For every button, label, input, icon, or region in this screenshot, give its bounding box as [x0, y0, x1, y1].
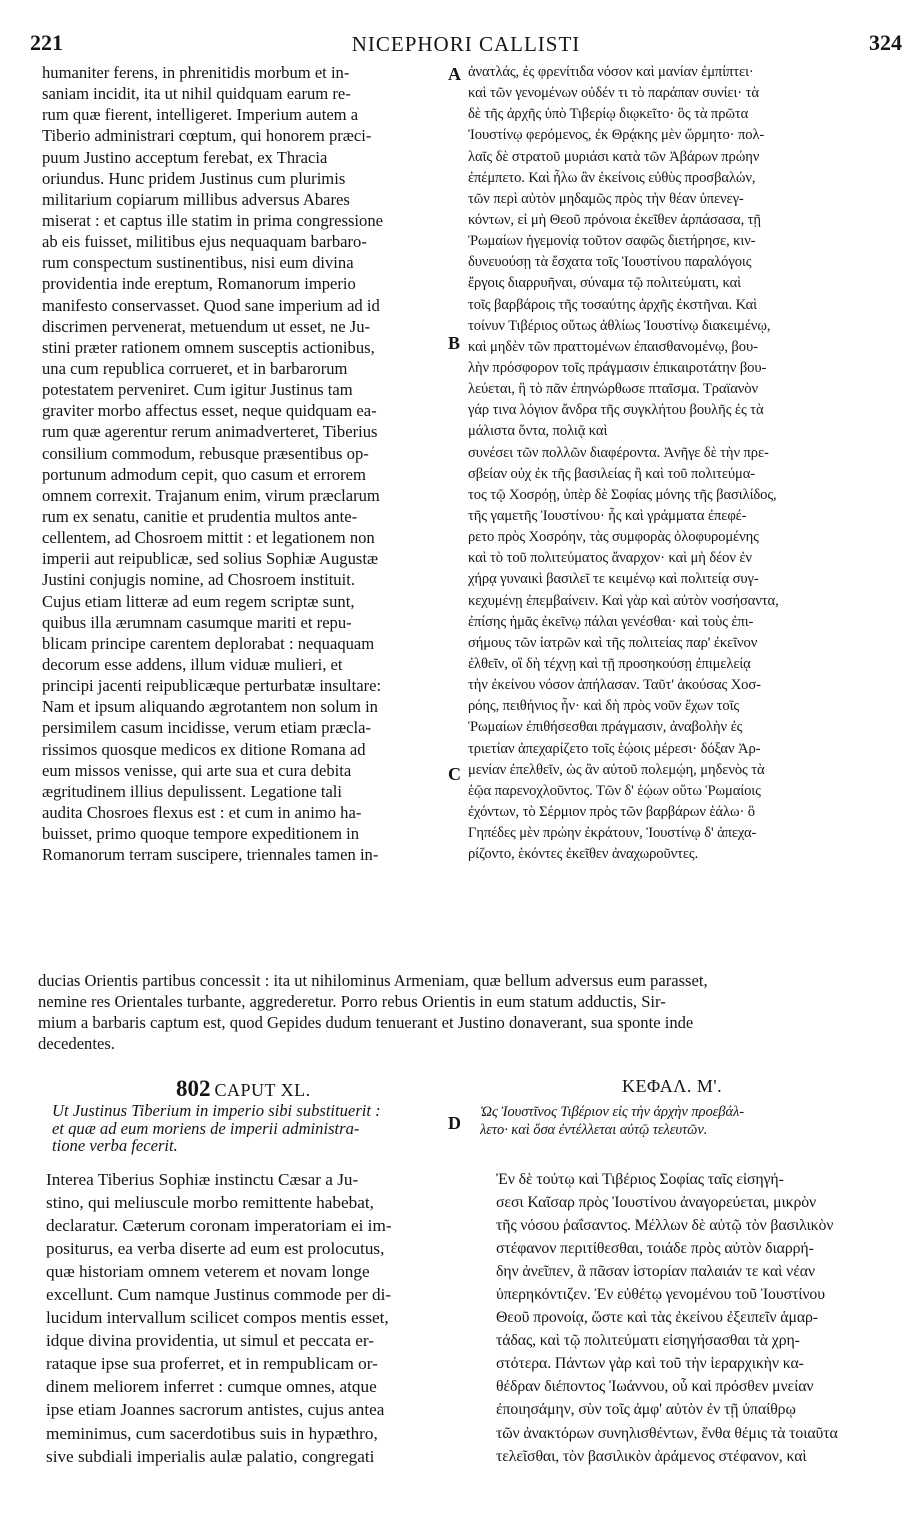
- text-line: rum quæ agerentur rerum animadverteret, Tiberius: [42, 422, 378, 442]
- text-line: Ἰουστίνῳ φερόμενος, ἐκ Θρᾴκης μὲν ὥρμητο· πολ-: [468, 127, 765, 144]
- text-line: ἐποιησάμην, σὺν τοῖς ἀμφ' αὐτὸν ἐν τῇ ὑπαίθρῳ: [496, 1401, 796, 1419]
- text-line: θέδραν διέποντος Ἰωάννου, οὗ καὶ πρόσθεν μνείαν: [496, 1378, 814, 1396]
- text-line: puum Justino acceptum ferebat, ex Thracia: [42, 147, 328, 167]
- text-line: λαῖς δὲ στρατοῦ μυριάσι κατὰ τῶν Ἀβάρων πρώην: [468, 148, 760, 165]
- text-line: χήρᾳ γυναικὶ βασιλεῖ τε κειμένῳ καὶ πολιτείᾳ συγ-: [468, 571, 759, 588]
- text-line: rum quæ fierent, intelligeret. Imperium autem a: [42, 105, 359, 125]
- text-line: συνέσει τῶν πολλῶν διαφέροντα. Ἀνῆγε δὲ τὴν πρε-: [468, 444, 769, 461]
- text-line: ἀνατλάς, ἐς φρενίτιδα νόσον καὶ μανίαν ἐμπίπτει·: [468, 64, 754, 80]
- text-line: eum missos venisse, qui arte sua et cura debita: [42, 760, 352, 780]
- text-line: στέφανον περιτίθεσθαι, τοιάδε πρὸς αὐτὸν διαρρή-: [496, 1240, 814, 1258]
- text-line: Ῥωμαίων ἐπιθήσεσθαι πράγμασιν, ἀναβολὴν ἐς: [468, 719, 743, 736]
- text-line: τος τῷ Χοσρόῃ, ὑπὲρ δὲ Σοφίας μόνης τῆς βασιλίδος,: [468, 486, 777, 503]
- text-line: τριετίαν ἀπεχαρίζετο τοῖς ἑῴοις μέρεσι· δόξαν Ἀρ-: [468, 740, 761, 757]
- text-line: providentia inde ereptum, Romanorum imperio: [42, 274, 356, 294]
- text-line: discrimen pervenerat, metuendum ut esset, ne Ju-: [42, 316, 371, 336]
- text-line: λεύεται, ἣ τὸ πᾶν ἐπηνώρθωσε πταῖσμα. Τραϊανὸν: [468, 381, 758, 398]
- text-line: graviter morbo affectus esset, neque quidquam ea-: [42, 401, 377, 421]
- text-line: rataque ipse sua proferret, et in rempublicam or-: [46, 1354, 378, 1374]
- text-line: manifesto conservasset. Quod sane imperium ad id: [42, 295, 380, 315]
- text-line: Interea Tiberius Sophiæ instinctu Cæsar a Ju-: [46, 1170, 359, 1189]
- text-line: excellunt. Cum namque Justinus commode per di-: [46, 1285, 392, 1305]
- page-number-right: 324: [869, 30, 902, 55]
- text-line: τὴν ἐκείνου νόσον ἀπήλασαν. Ταῦτ' ἀκούσας Χοσ-: [468, 677, 761, 694]
- full-width-paragraph: [38, 970, 888, 1055]
- summary-line: Ὡς Ἰουστῖνος Τιβέριον εἰς τὴν ἀρχὴν προεβάλ-: [480, 1104, 745, 1120]
- text-line: Ῥωμαίων ἡγεμονίᾳ τοῦτον σαφῶς διετήρησε, κιν-: [468, 233, 756, 250]
- text-line: κεχυμένῃ ἐπεμβαίνειν. Καὶ γὰρ καὶ αὐτὸν νοσήσαντα,: [468, 592, 779, 609]
- text-line: oriundus. Hunc pridem Justinus cum plurimis: [42, 168, 346, 188]
- text-line: καὶ τῶν γενομένων οὐδέν τι τὸ παράπαν συνίει· τὰ: [468, 85, 759, 102]
- chapter-heading-latin: [176, 1076, 396, 1104]
- text-line: τῆς νόσου ῥαΐσαντος. Μέλλων δὲ αὐτῷ τὸν βασιλικὸν: [496, 1217, 834, 1235]
- summary-line: tione verba fecerit.: [52, 1137, 178, 1155]
- running-title: NICEPHORI CALLISTI: [351, 32, 581, 56]
- chapter-summary-greek: [480, 1104, 884, 1139]
- text-line: ρετο πρὸς Χοσρόην, τὰς συμφορὰς ὀλοφυρομένης: [468, 529, 759, 546]
- text-line: idque divina providentia, ut simul et peccata er-: [46, 1331, 375, 1351]
- text-line: ρόης, πειθήνιος ἦν· καὶ δὴ πρὸς νοῦν ἔχων τοῖς: [468, 698, 740, 715]
- text-line: σεσι Καῖσαρ πρὸς Ἰουστίνου ἀναγορεύεται, μικρὸν: [496, 1194, 817, 1212]
- text-line: ducias Orientis partibus concessit : ita ut nihilominus Armeniam, quæ bellum adversus eum parasset,: [38, 971, 708, 990]
- text-line: sive subdiali imperialis aulæ palatio, congregati: [46, 1446, 375, 1466]
- text-line: quibus illa ærumnam casumque mariti et repu-: [42, 612, 352, 632]
- text-line: Cujus etiam litteræ ad eum regem scriptæ sunt,: [42, 591, 355, 611]
- text-line: τῶν περὶ αὐτὸν μηδαμῶς πρὸς τὴν θέαν ὑπενεγ-: [468, 190, 744, 207]
- text-line: ἐπίσης ἡμᾶς ἐκεῖνῳ πάλαι γενέσθαι· καὶ τοὺς ἐπι-: [468, 613, 754, 630]
- text-line: ἐλθεῖν, οἳ δὴ τέχνῃ καὶ τῇ προσηκούσῃ ἐπιμελείᾳ: [468, 655, 751, 672]
- text-line: κόντων, εἰ μὴ Θεοῦ πρόνοια ἐκεῖθεν ἁρπάσασα, τῇ: [468, 211, 761, 228]
- text-line: Justini conjugis nomine, ad Chosroem instituit.: [42, 570, 355, 590]
- margin-marker-c: C: [448, 764, 461, 784]
- text-line: buisset, primo quoque tempore expeditionem in: [42, 824, 360, 844]
- text-line: declaratur. Cæterum coronam imperatoriam ei im-: [46, 1216, 392, 1236]
- text-line: principi jacenti reipublicæque perturbatæ insultare:: [42, 676, 382, 696]
- text-line: stino, qui meliuscule morbo remittente habebat,: [46, 1193, 374, 1213]
- text-line: decedentes.: [38, 1034, 115, 1054]
- latin-column: [42, 62, 446, 865]
- text-line: τάδας, καὶ τῷ πολιτεύματι εἰσηγήσασθαι τὰ χρη-: [496, 1332, 800, 1350]
- text-line: ab eis fuisset, militibus ejus nequaquam barbaro-: [42, 232, 367, 252]
- margin-marker-a: A: [448, 64, 461, 84]
- text-line: καὶ τὸ τοῦ πολιτεύματος ἄναρχον· καὶ μὴ δέον ἐν: [468, 550, 752, 567]
- text-line: Romanorum terram suscipere, triennales tamen in-: [42, 845, 379, 865]
- text-line: Γηπέδες μὲν πρώην ἐκράτουν, Ἰουστίνῳ δ' ἀπεχα-: [468, 825, 757, 842]
- text-line: Nam et ipsum aliquando ægrotantem non solum in: [42, 697, 378, 717]
- text-line: quæ historiam omnem veterem et novam longe: [46, 1262, 370, 1282]
- text-line: Θεοῦ προνοίᾳ, ὥστε καὶ τὰς ἐκείνου ἐξειπεῖν ἁμαρ-: [496, 1309, 818, 1327]
- chapter-title-greek: ΚΕΦΑΛ. Μ'.: [622, 1076, 723, 1096]
- summary-line: et quæ ad eum moriens de imperii administra-: [52, 1119, 360, 1137]
- text-line: τῶν ἀνακτόρων συνηλισθέντων, ἔνθα θέμις τὰ τοιαῦτα: [496, 1424, 838, 1442]
- text-line: στότερα. Πάντων γὰρ καὶ τοῦ τὴν ἱεραρχικὴν κα-: [496, 1355, 804, 1373]
- text-line: τελεῖσθαι, τὸν βασιλικὸν ἀράμενος στέφανον, καὶ: [496, 1447, 807, 1465]
- text-line: consilium commodum, rebusque præsentibus op-: [42, 443, 369, 463]
- chapter-title-latin: CAPUT XL.: [214, 1080, 311, 1100]
- text-line: stini præter rationem omnem susceptis actionibus,: [42, 337, 375, 357]
- greek-column: [468, 62, 884, 865]
- text-line: σβείαν οὐχ ἐκ τῆς βασιλείας ἢ καὶ τοῦ πολιτεύμα-: [468, 465, 756, 482]
- chapter-summary-latin: [52, 1102, 452, 1155]
- text-line: humaniter ferens, in phrenitidis morbum et in-: [42, 63, 350, 82]
- text-line: meminimus, cum sacerdotibus suis in hypæthro,: [46, 1423, 378, 1443]
- text-line: blicam principe carentem deplorabat : nequaquam: [42, 633, 375, 653]
- text-line: ἐχόντων, τὸ Σέρμιον πρὸς τῶν βαρβάρων ἑάλω· ὃ: [468, 803, 755, 820]
- text-line: ἐπέμπετο. Καὶ ἦλω ἂν ἐκείνοις εὐθὺς προσβαλών,: [468, 169, 756, 186]
- text-line: δὲ τῆς ἀρχῆς ὑπὸ Τιβερίῳ διῳκεῖτο· ὃς τὰ πρῶτα: [468, 106, 749, 123]
- text-line: audita Chosroes flexus est : et cum in animo ha-: [42, 802, 362, 822]
- text-line: λὴν πρόσφορον τοῖς πράγμασιν ἐπικαιροτάτην βου-: [468, 359, 767, 376]
- text-line: portunum admodum cepit, quo casum et errorem: [42, 464, 366, 484]
- text-line: nemine res Orientales turbante, aggrederetur. Porro rebus Orientis in eum statum adductis, Sir-: [38, 992, 666, 1012]
- text-line: τῆς γαμετῆς Ἰουστίνου· ἧς καὶ γράμματα ἐπεφέ-: [468, 507, 747, 524]
- text-line: potestatem perveniret. Cum igitur Justinus tam: [42, 380, 353, 400]
- text-line: τοῖς βαρβάροις τῆς τοσαύτης ἀρχῆς ἐκστῆναι. Καὶ: [468, 296, 757, 313]
- text-line: δην ἀνεῖπεν, ἃ πᾶσαν ἱστορίαν παλαιάν τε καὶ νέαν: [496, 1263, 815, 1281]
- summary-line: Ut Justinus Tiberium in imperio sibi substituerit :: [52, 1102, 381, 1120]
- text-line: ὑπερηκόντιζεν. Ἐν εὐθέτῳ γενομένου τοῦ Ἰουστίνου: [496, 1286, 825, 1304]
- text-line: ἔργοις διαρρυῆναι, σύναμα τῷ πολιτεύματι, καὶ: [468, 275, 741, 292]
- text-line: ipse etiam Joannes sacrorum antistes, cujus antea: [46, 1400, 385, 1420]
- text-line: saniam incidit, ita ut nihil quidquam earum re-: [42, 84, 351, 104]
- text-line: una cum republica corrueret, et in barbarorum: [42, 358, 348, 378]
- text-line: καὶ μηδὲν τῶν πραττομένων ἐπαισθανομένῳ, βου-: [468, 338, 758, 355]
- text-line: persimilem casum incidisse, verum etiam præcla-: [42, 718, 372, 738]
- summary-line: λετο· καὶ ὅσα ἐντέλλεται αὐτῷ τελευτῶν.: [480, 1121, 708, 1138]
- text-line: ægritudinem illius depulissent. Legatione tali: [42, 781, 343, 801]
- margin-marker-b: B: [448, 333, 461, 353]
- text-line: rissimos quosque medicos ex ditione Romana ad: [42, 739, 366, 759]
- greek-column-chapter: [496, 1168, 886, 1468]
- text-line: decorum esse addens, illum viduæ mulieri, et: [42, 654, 343, 674]
- text-line: Tiberio administrari cœptum, qui honorem præci-: [42, 126, 372, 146]
- text-line: rum ex senatu, canitie et prudentia multos ante-: [42, 506, 358, 526]
- text-line: imperii aut reipublicæ, sed solius Sophiæ Augustæ: [42, 549, 379, 569]
- text-line: ἑῷα παρενοχλοῦντος. Τῶν δ' ἑῴων οὕτω Ῥωμαίοις: [468, 782, 761, 799]
- text-line: σήμους τῶν ἰατρῶν καὶ τῆς πολιτείας παρ' ἐκεῖνον: [468, 634, 758, 651]
- text-line: γάρ τινα λόγιον ἄνδρα τῆς συγκλήτου βουλῆς ἐς τὰ: [468, 402, 764, 419]
- text-line: τοίνυν Τιβέριος οὕτως ἀθλίως Ἰουστίνῳ διακειμένῳ,: [468, 317, 771, 334]
- latin-column-chapter: [40, 1168, 448, 1468]
- text-line: mium a barbaris captum est, quod Gepides dudum tenuerant et Justino donaverant, sua sponte inde: [38, 1013, 694, 1033]
- text-line: μενίαν ἐπελθεῖν, ὡς ἂν αὐτοῦ πολεμῴη, μηδενὸς τὰ: [468, 761, 765, 778]
- text-line: miserat : et captus ille statim in prima congressione: [42, 210, 384, 230]
- text-line: cellentem, ad Chosroem mittit : et legationem non: [42, 528, 375, 548]
- text-line: lucidum intervallum scilicet compos mentis esset,: [46, 1308, 389, 1328]
- margin-marker-d: D: [448, 1113, 461, 1133]
- text-line: δυνευούσῃ τὰ ἔσχατα τοῖς Ἰουστίνου παραλόγοις: [468, 254, 752, 271]
- running-header: [30, 30, 902, 58]
- text-line: ρίζοντο, ἑκόντες ἐκεῖθεν ἀναχωροῦντες.: [468, 846, 699, 863]
- text-line: militarium copiarum millibus adversus Abares: [42, 189, 350, 209]
- text-line: omnem correxit. Trajanum enim, virum præclarum: [42, 485, 380, 505]
- text-line: rum conspectum sustinentibus, nisi eum divina: [42, 253, 354, 273]
- chapter-number: 802: [176, 1076, 211, 1101]
- text-line: Ἐν δὲ τούτῳ καὶ Τιβέριος Σοφίας ταῖς εἰσηγή-: [496, 1171, 784, 1188]
- page-number-left: 221: [30, 30, 63, 55]
- text-line: dinem meliorem inferret : cumque omnes, atque: [46, 1377, 377, 1397]
- text-line: positurus, ea verba diserte ad eum est prolocutus,: [46, 1239, 385, 1259]
- text-line: μάλιστα ὄντα, πολιᾷ καὶ: [468, 423, 608, 440]
